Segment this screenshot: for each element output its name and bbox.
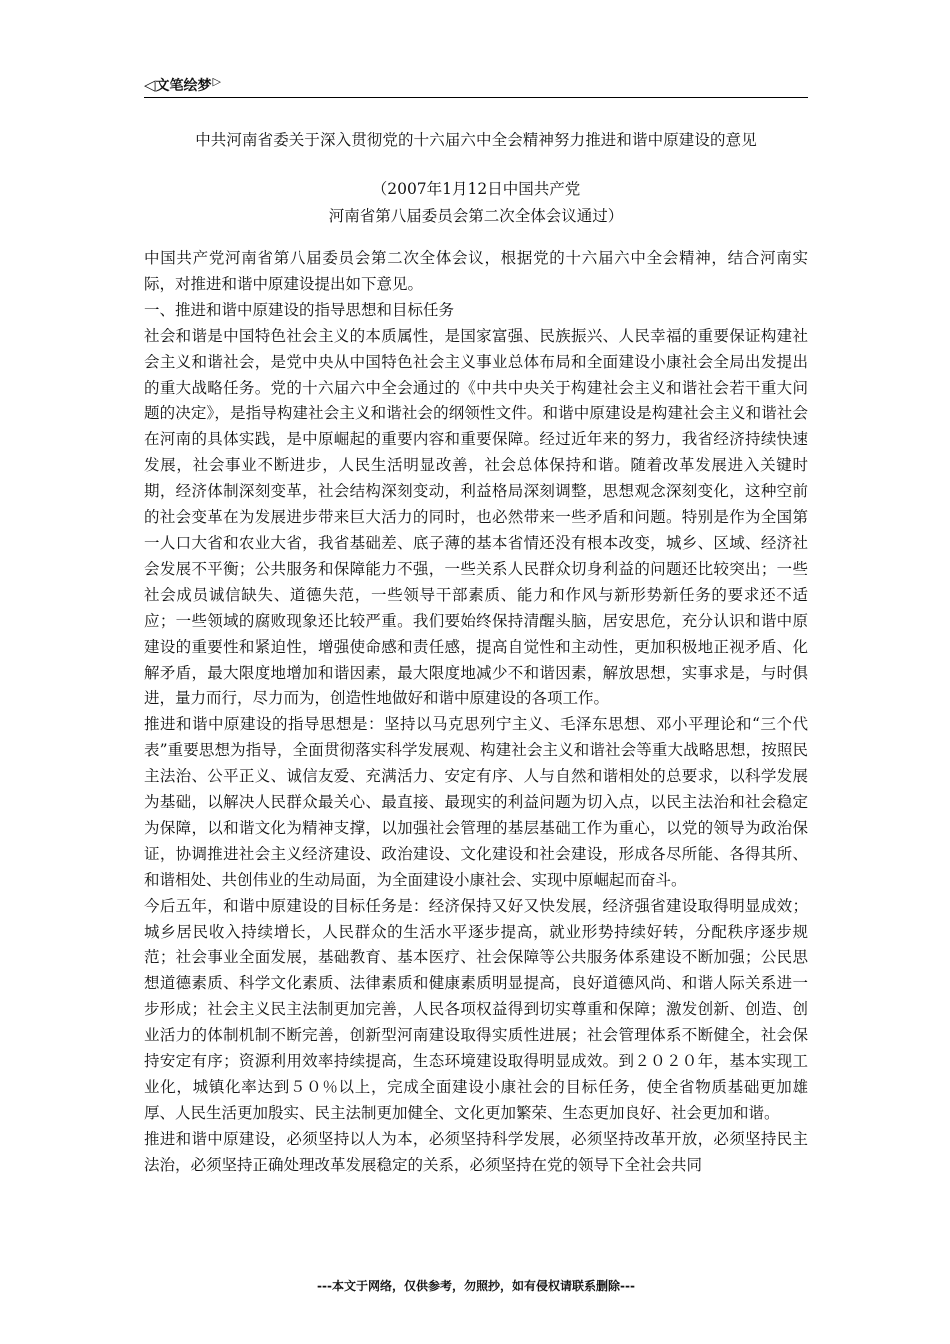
body-paragraph-3: 推进和谐中原建设的指导思想是：坚持以马克思列宁主义、毛泽东思想、邓小平理论和“三个代表”重要思想为指导，全面贯彻落实科学发展观、构建社会主义和谐社会等重大战略思想，按照民主法治、公平正义、诚信友爱、充满活力、安定有序、人与自然和谐相处的总要求，以科学发展为基础，以解决人民群众最关心、最直接、最现实的利益问题为切入点，以民主法治和社会稳定为保障，以和谐文化为精神支撑，以加强社会管理的基层基础工作为重心，以党的领导为政治保证，协调推进社会主义经济建设、政治建设、文化建设和社会建设，形成各尽所能、各得其所、和谐相处、共创伟业的生动局面，为全面建设小康社会、实现中原崛起而奋斗。: [144, 715, 808, 889]
right-triangle-icon: ▷: [212, 74, 222, 88]
document-subtitle: [144, 176, 808, 230]
footer-notice: ---本文于网络，仅供参考，勿照抄，如有侵权请联系删除---: [317, 1279, 635, 1293]
subtitle-line-1: （2007年1月12日中国共产党: [371, 180, 581, 198]
brand-text: 文笔绘梦: [155, 78, 212, 94]
body-paragraph-5: 推进和谐中原建设，必须坚持以人为本，必须坚持科学发展，必须坚持改革开放，必须坚持民主法治，必须坚持正确处理改革发展稳定的关系，必须坚持在党的领导下全社会共同: [144, 1129, 808, 1174]
subtitle-line-2: 河南省第八届委员会第二次全体会议通过）: [328, 207, 624, 225]
left-triangle-icon: ◁: [144, 76, 156, 94]
header-divider: [144, 97, 808, 98]
document-body: [144, 246, 808, 1179]
section-heading-1: 一、推进和谐中原建设的指导思想和目标任务: [144, 300, 455, 319]
body-paragraph-4: 今后五年，和谐中原建设的目标任务是：经济保持又好又快发展，经济强省建设取得明显成效；城乡居民收入持续增长，人民群众的生活水平逐步提高，就业形势持续好转，分配秩序逐步规范；社会事业全面发展，基础教育、基本医疗、社会保障等公共服务体系建设不断加强；公民思想道德素质、科学文化素质、法律素质和健康素质明显提高，良好道德风尚、和谐人际关系进一步形成；社会主义民主法制更加完善，人民各项权益得到切实尊重和保障；激发创新、创造、创业活力的体制机制不断完善，创新型河南建设取得实质性进展；社会管理体系不断健全，社会保持安定有序；资源利用效率持续提高，生态环境建设取得明显成效。到２０２０年，基本实现工业化，城镇化率达到５０％以上，完成全面建设小康社会的目标任务，使全省物质基础更加雄厚、人民生活更加殷实、民主法制更加健全、文化更加繁荣、生态更加良好、社会更加和谐。: [144, 896, 808, 1122]
page-header: [144, 74, 808, 96]
document-title: 中共河南省委关于深入贯彻党的十六届六中全会精神努力推进和谐中原建设的意见: [195, 131, 757, 149]
body-paragraph-intro: 中国共产党河南省第八届委员会第二次全体会议，根据党的十六届六中全会精神，结合河南实际，对推进和谐中原建设提出如下意见。: [144, 249, 808, 293]
body-paragraph-2: 社会和谐是中国特色社会主义的本质属性，是国家富强、民族振兴、人民幸福的重要保证构建社会主义和谐社会，是党中央从中国特色社会主义事业总体布局和全面建设小康社会全局出发提出的重大战略任务。党的十六届六中全会通过的《中共中央关于构建社会主义和谐社会若干重大问题的决定》，是指导构建社会主义和谐社会的纲领性文件。和谐中原建设是构建社会主义和谐社会在河南的具体实践，是中原崛起的重要内容和重要保障。经过近年来的努力，我省经济持续快速发展，社会事业不断进步，人民生活明显改善，社会总体保持和谐。随着改革发展进入关键时期，经济体制深刻变革，社会结构深刻变动，利益格局深刻调整，思想观念深刻变化，这种空前的社会变革在为发展进步带来巨大活力的同时，也必然带来一些矛盾和问题。特别是作为全国第一人口大省和农业大省，我省基础差、底子薄的基本省情还没有根本改变，城乡、区域、经济社会发展不平衡；公共服务和保障能力不强，一些关系人民群众切身利益的问题还比较突出；一些社会成员诚信缺失、道德失范，一些领导干部素质、能力和作风与新形势新任务的要求还不适应；一些领域的腐败现象还比较严重。我们要始终保持清醒头脑，居安思危，充分认识和谐中原建设的重要性和紧迫性，增强使命感和责任感，提高自觉性和主动性，更加积极地正视矛盾、化解矛盾，最大限度地增加和谐因素，最大限度地减少不和谐因素，解放思想，实事求是，与时俱进，量力而行，尽力而为，创造性地做好和谐中原建设的各项工作。: [144, 326, 808, 708]
